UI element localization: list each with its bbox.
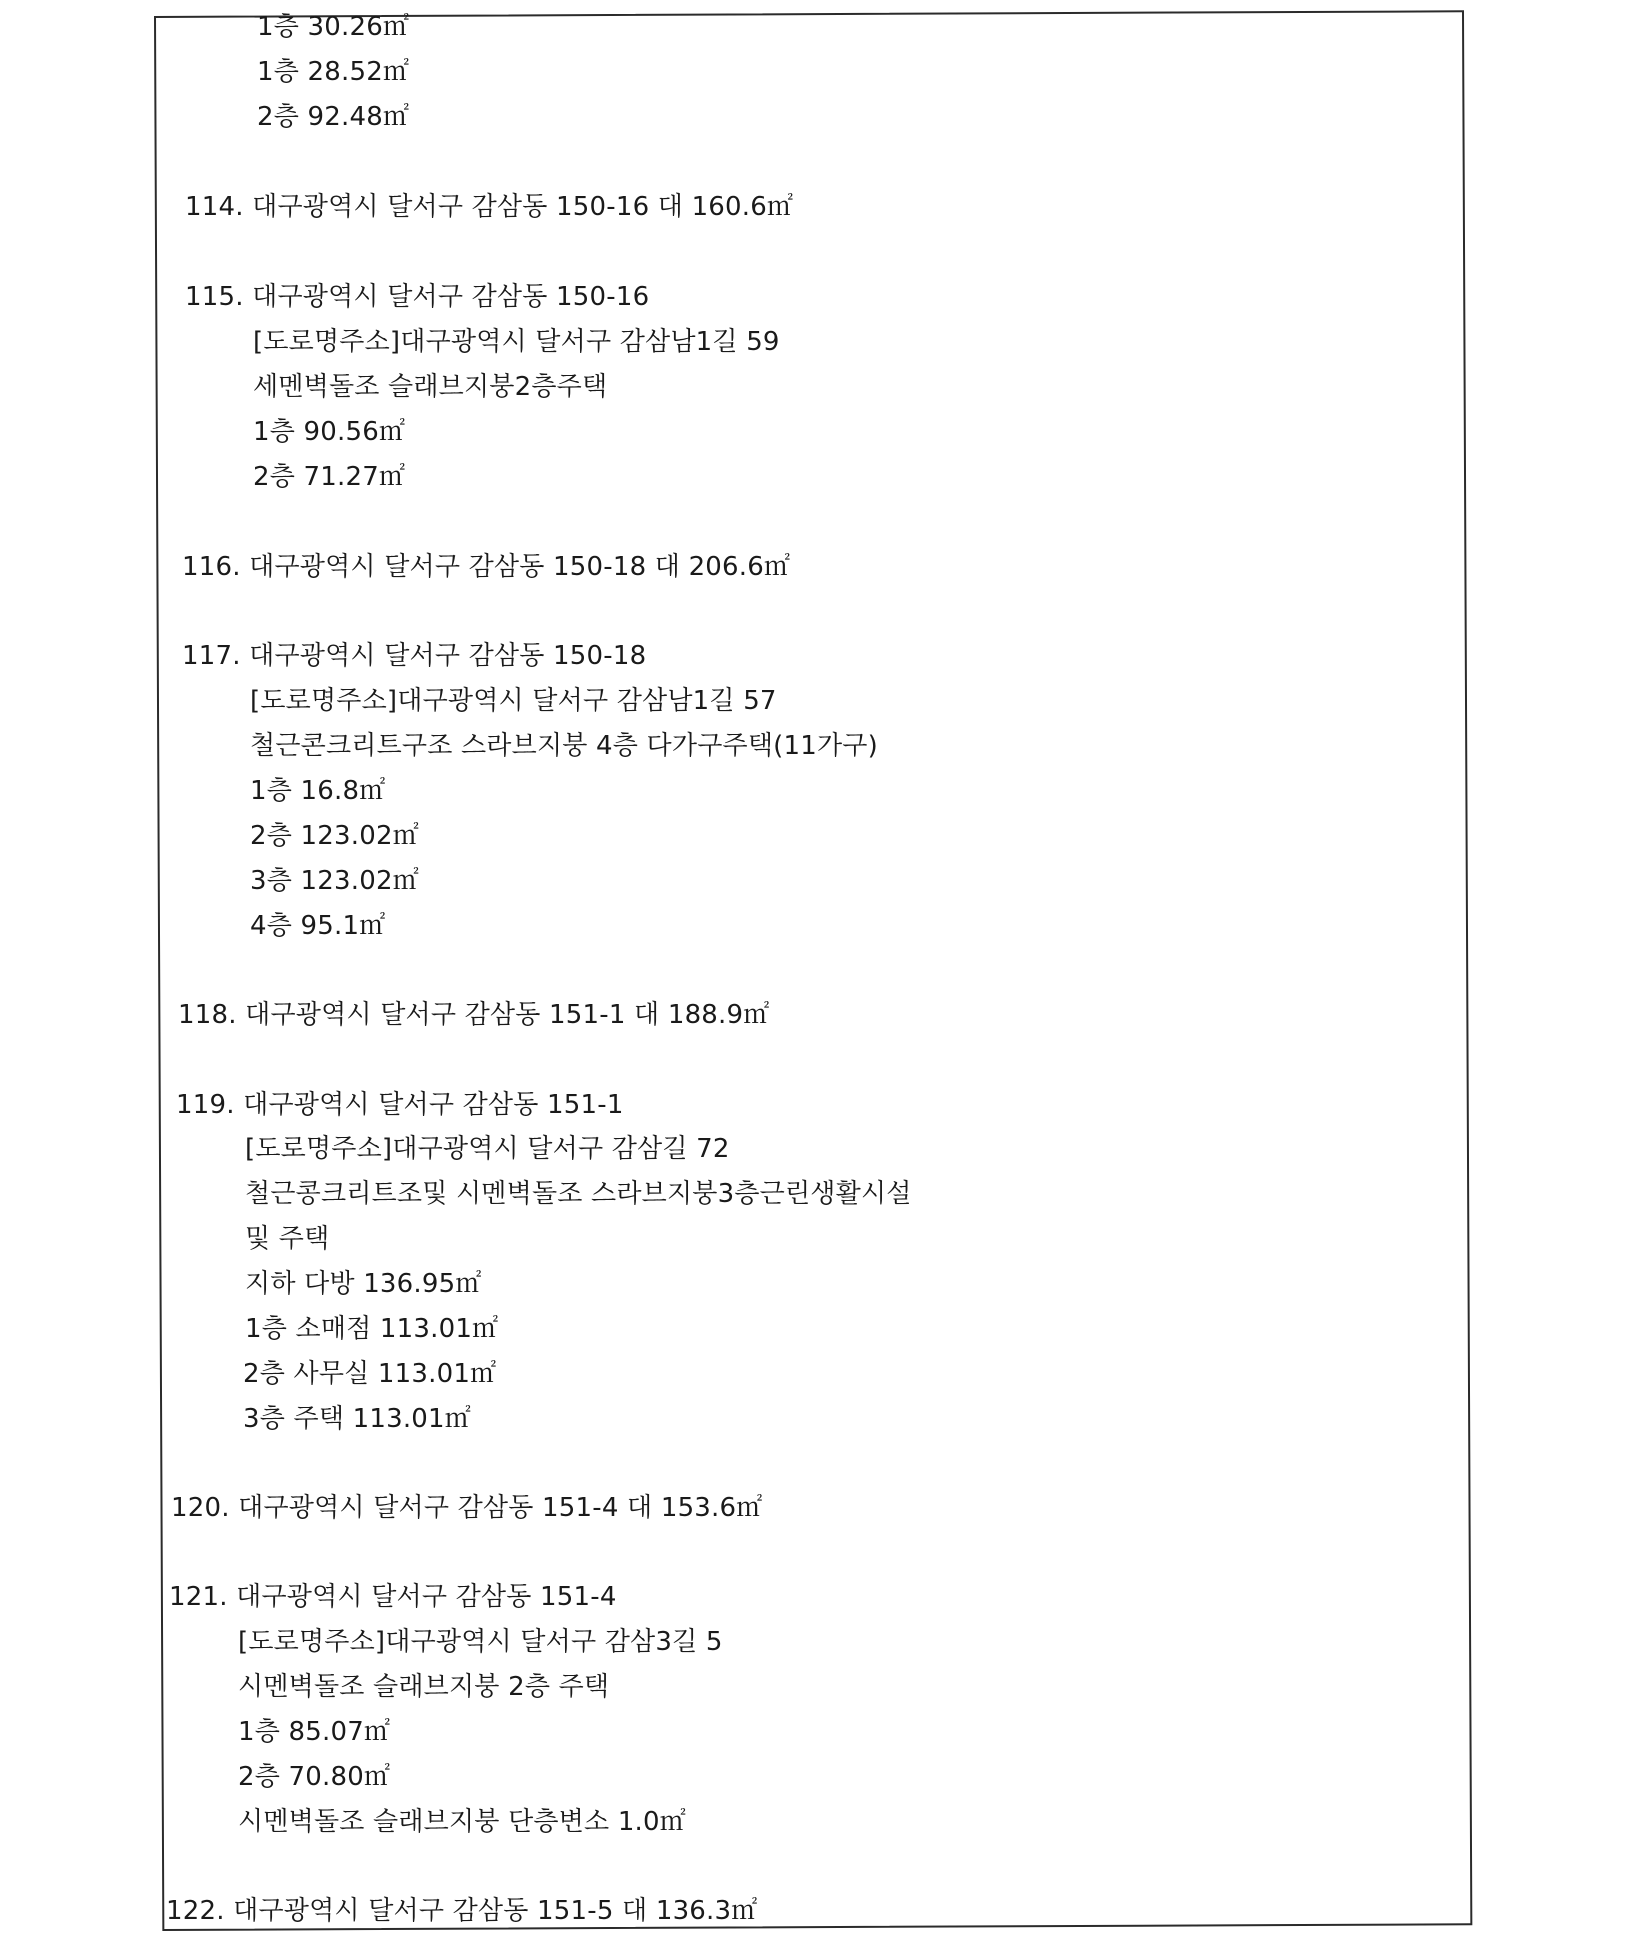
text-line: 1층 85.07㎡	[238, 1717, 391, 1747]
text-line: 1층 28.52㎡	[257, 57, 410, 87]
text-line: 119. 대구광역시 달서구 감삼동 151-1	[176, 1090, 624, 1120]
text-line: 2층 70.80㎡	[238, 1762, 391, 1792]
text-line: 철근콘크리트구조 스라브지붕 4층 다가구주택(11가구)	[250, 731, 878, 761]
text-line: 4층 95.1㎡	[250, 911, 386, 941]
text-line: 세멘벽돌조 슬래브지붕2층주택	[253, 372, 608, 402]
text-line: 117. 대구광역시 달서구 감삼동 150-18	[182, 641, 647, 671]
text-line: 114. 대구광역시 달서구 감삼동 150-16 대 160.6㎡	[185, 192, 794, 222]
text-line: 시멘벽돌조 슬래브지붕 단층변소 1.0㎡	[238, 1807, 686, 1837]
text-line: 2층 71.27㎡	[253, 462, 406, 492]
text-line: 1층 소매점 113.01㎡	[245, 1314, 499, 1344]
text-line: 철근콩크리트조및 시멘벽돌조 스라브지붕3층근린생활시설	[245, 1179, 912, 1209]
text-line: 1층 16.8㎡	[250, 776, 386, 806]
text-line: [도로명주소]대구광역시 달서구 감삼남1길 59	[253, 327, 780, 357]
text-line: 3층 123.02㎡	[250, 866, 419, 896]
text-line: [도로명주소]대구광역시 달서구 감삼3길 5	[238, 1627, 723, 1657]
text-line: 1층 90.56㎡	[253, 417, 406, 447]
text-line: 122. 대구광역시 달서구 감삼동 151-5 대 136.3㎡	[166, 1896, 758, 1926]
text-line: [도로명주소]대구광역시 달서구 감삼남1길 57	[250, 686, 777, 716]
text-line: 및 주택	[245, 1224, 330, 1254]
text-line: 2층 92.48㎡	[257, 102, 410, 132]
text-line: 지하 다방 136.95㎡	[245, 1269, 482, 1299]
text-line: 3층 주택 113.01㎡	[243, 1404, 471, 1434]
text-line: 120. 대구광역시 달서구 감삼동 151-4 대 153.6㎡	[171, 1493, 763, 1523]
text-line: 2층 사무실 113.01㎡	[243, 1359, 497, 1389]
text-line: 시멘벽돌조 슬래브지붕 2층 주택	[238, 1672, 610, 1702]
text-line: 118. 대구광역시 달서구 감삼동 151-1 대 188.9㎡	[178, 1000, 770, 1030]
text-line: 2층 123.02㎡	[250, 821, 419, 851]
text-line: [도로명주소]대구광역시 달서구 감삼길 72	[245, 1134, 730, 1164]
text-line: 1층 30.26㎡	[257, 12, 410, 42]
text-line: 116. 대구광역시 달서구 감삼동 150-18 대 206.6㎡	[182, 552, 791, 582]
text-line: 115. 대구광역시 달서구 감삼동 150-16	[185, 282, 650, 312]
text-line: 121. 대구광역시 달서구 감삼동 151-4	[169, 1582, 617, 1612]
